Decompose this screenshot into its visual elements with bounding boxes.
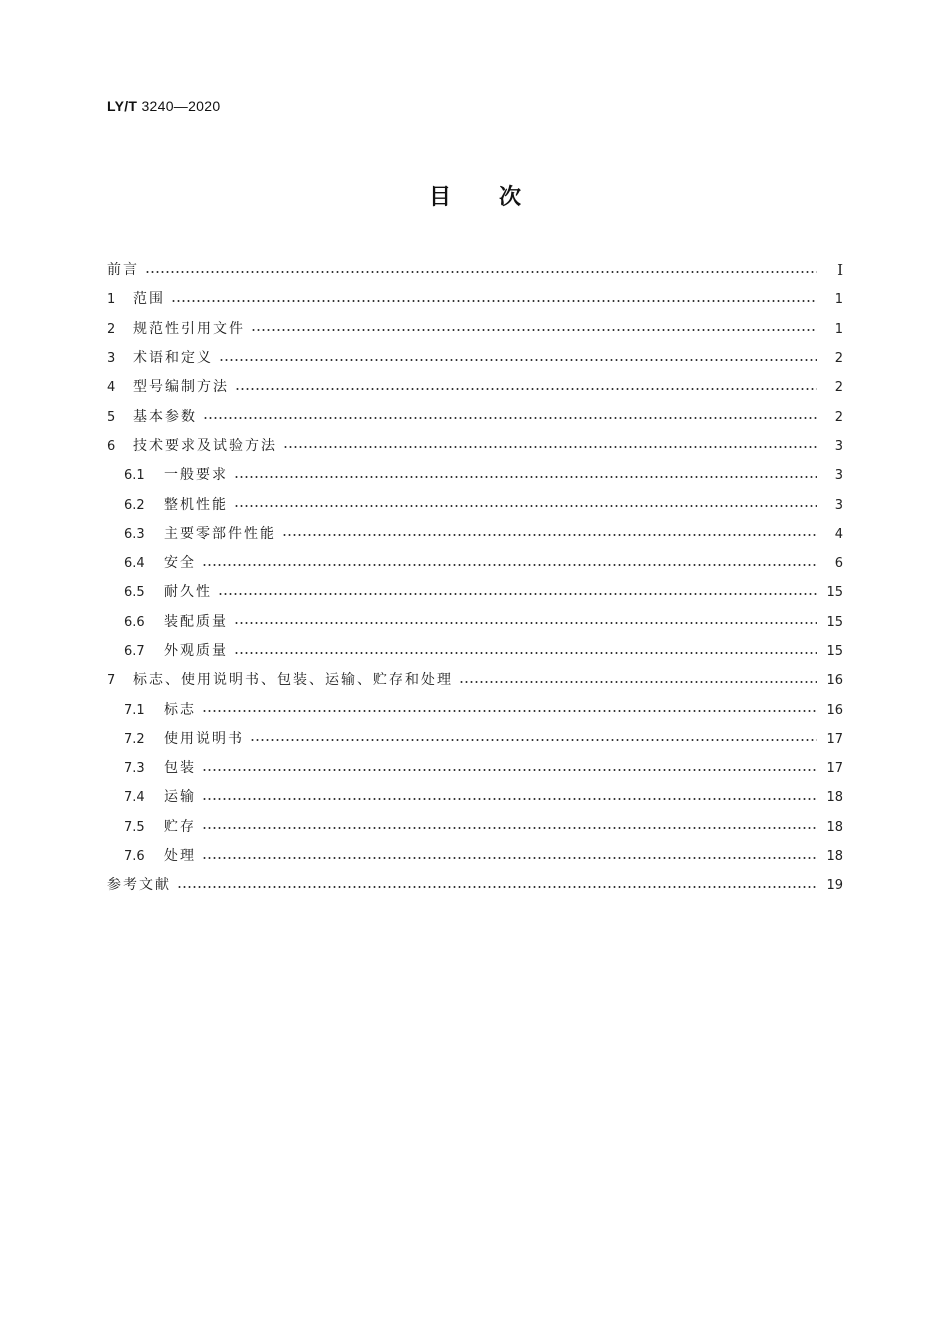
toc-leader-dots	[145, 271, 817, 273]
toc-leader-dots	[202, 564, 817, 566]
toc-entry-page: 15	[826, 614, 843, 630]
toc-entry-title: 术语和定义	[133, 350, 213, 367]
toc-leader-dots	[250, 739, 817, 741]
toc-leader-dots	[202, 827, 817, 829]
toc-entry-page: 3	[834, 438, 843, 454]
toc-entry-title: 规范性引用文件	[133, 320, 245, 337]
toc-leader-dots	[177, 886, 817, 888]
toc-entry-page: 16	[826, 673, 843, 689]
toc-entry-title: 整机性能	[164, 496, 228, 513]
toc-leader-dots	[171, 300, 817, 302]
toc-leader-dots	[218, 593, 817, 595]
toc-entry-title: 贮存	[164, 818, 196, 835]
toc-entry-title: 一般要求	[164, 467, 228, 484]
standard-prefix: LY/T	[107, 98, 138, 114]
toc-entry-page: 17	[826, 761, 843, 777]
toc-leader-dots	[234, 505, 817, 507]
toc-entry-page: 1	[834, 292, 843, 308]
toc-entry-title: 处理	[164, 848, 196, 865]
toc-entry-page: 16	[826, 702, 843, 718]
toc-entry[interactable]	[107, 402, 843, 431]
toc-leader-dots	[283, 446, 817, 448]
toc-entry-page: 6	[834, 556, 843, 572]
toc-entry-title: 包装	[164, 760, 196, 777]
toc-entry-number: 7.5	[124, 819, 145, 835]
toc-entry-number: 6.5	[124, 585, 145, 601]
toc-entry[interactable]	[107, 490, 843, 519]
page-title: 目次	[428, 185, 569, 210]
toc-leader-dots	[235, 388, 817, 390]
toc-entry-page: 1	[834, 321, 843, 337]
toc-leader-dots	[234, 476, 817, 478]
toc-entry[interactable]	[107, 637, 843, 666]
toc-entry-title: 范围	[133, 291, 165, 308]
toc-entry[interactable]	[107, 285, 843, 314]
toc-entry[interactable]	[107, 315, 843, 344]
toc-entry-page: 19	[826, 878, 843, 894]
toc-leader-dots	[219, 359, 817, 361]
toc-entry-number: 2	[107, 321, 116, 337]
toc-entry-number: 6.3	[124, 526, 145, 542]
toc-entry-page: 3	[834, 468, 843, 484]
toc-entry-page: 18	[826, 790, 843, 806]
toc-entry-page: 4	[834, 526, 843, 542]
toc-entry[interactable]	[107, 344, 843, 373]
toc-entry[interactable]	[107, 725, 843, 754]
toc-leader-dots	[203, 417, 817, 419]
toc-entry[interactable]	[107, 432, 843, 461]
toc-entry-number: 6.6	[124, 614, 145, 630]
toc-entry-title: 安全	[164, 555, 196, 572]
toc-entry-title: 耐久性	[164, 584, 212, 601]
toc-entry[interactable]	[107, 695, 843, 724]
toc-leader-dots	[202, 798, 817, 800]
toc-entry-number: 5	[107, 409, 116, 425]
toc-entry-number: 7.2	[124, 731, 145, 747]
toc-entry-page: 18	[826, 849, 843, 865]
toc-entry-page: 15	[826, 644, 843, 659]
toc-leader-dots	[459, 681, 817, 683]
toc-entry-number: 6.7	[124, 644, 145, 659]
toc-entry-page: 18	[826, 819, 843, 835]
toc-entry-number: 4	[107, 380, 116, 396]
toc-entry-page: 3	[834, 497, 843, 513]
document-header	[107, 98, 220, 114]
toc-leader-dots	[282, 534, 817, 536]
toc-entry[interactable]	[107, 578, 843, 607]
toc-entry[interactable]	[107, 256, 843, 285]
toc-entry-number: 6.4	[124, 556, 145, 572]
toc-entry-title: 主要零部件性能	[164, 525, 276, 542]
toc-entry-number: 7.6	[124, 849, 145, 865]
toc-entry-number: 6.1	[124, 468, 145, 484]
toc-entry[interactable]	[107, 666, 843, 695]
toc-entry[interactable]	[107, 520, 843, 549]
toc-entry[interactable]	[107, 608, 843, 637]
table-of-contents	[107, 256, 843, 901]
toc-entry-title: 外观质量	[164, 643, 228, 659]
toc-entry-number: 7.4	[124, 790, 145, 806]
toc-entry-page: 2	[834, 380, 843, 396]
toc-entry-number: 6	[107, 438, 116, 454]
toc-entry-title: 运输	[164, 789, 196, 806]
toc-entry-page: Ⅰ	[837, 261, 843, 280]
toc-entry-number: 6.2	[124, 497, 145, 513]
toc-entry[interactable]	[107, 461, 843, 490]
toc-entry-title: 技术要求及试验方法	[133, 437, 277, 454]
toc-entry-title: 使用说明书	[164, 730, 244, 747]
toc-entry-number: 3	[107, 351, 116, 367]
toc-entry-number: 1	[107, 292, 116, 308]
toc-entry-number: 7.3	[124, 761, 145, 777]
toc-entry[interactable]	[107, 754, 843, 783]
toc-leader-dots	[251, 329, 817, 331]
toc-entry-page: 2	[834, 351, 843, 367]
toc-entry-page: 2	[834, 409, 843, 425]
toc-entry[interactable]	[107, 871, 843, 900]
toc-entry-title: 参考文献	[107, 877, 171, 894]
toc-entry-page: 15	[826, 585, 843, 601]
toc-entry-title: 装配质量	[164, 613, 228, 630]
toc-entry[interactable]	[107, 813, 843, 842]
toc-leader-dots	[202, 769, 817, 771]
toc-entry-number: 7	[107, 673, 116, 689]
toc-leader-dots	[202, 710, 817, 712]
toc-entry[interactable]	[107, 373, 843, 402]
toc-entry-title: 基本参数	[133, 408, 197, 425]
toc-leader-dots	[202, 857, 817, 859]
toc-entry-page: 17	[826, 731, 843, 747]
toc-entry[interactable]	[107, 842, 843, 871]
toc-entry-number: 7.1	[124, 702, 145, 718]
standard-number: 3240—2020	[141, 98, 221, 114]
toc-leader-dots	[234, 622, 817, 624]
toc-entry-title: 标志	[164, 701, 196, 718]
toc-entry-title: 型号编制方法	[133, 379, 229, 396]
toc-entry-title: 前言	[107, 262, 139, 279]
toc-leader-dots	[234, 652, 817, 654]
toc-entry[interactable]	[107, 549, 843, 578]
toc-entry-title: 标志、使用说明书、包装、运输、贮存和处理	[133, 672, 453, 689]
toc-entry[interactable]	[107, 783, 843, 812]
